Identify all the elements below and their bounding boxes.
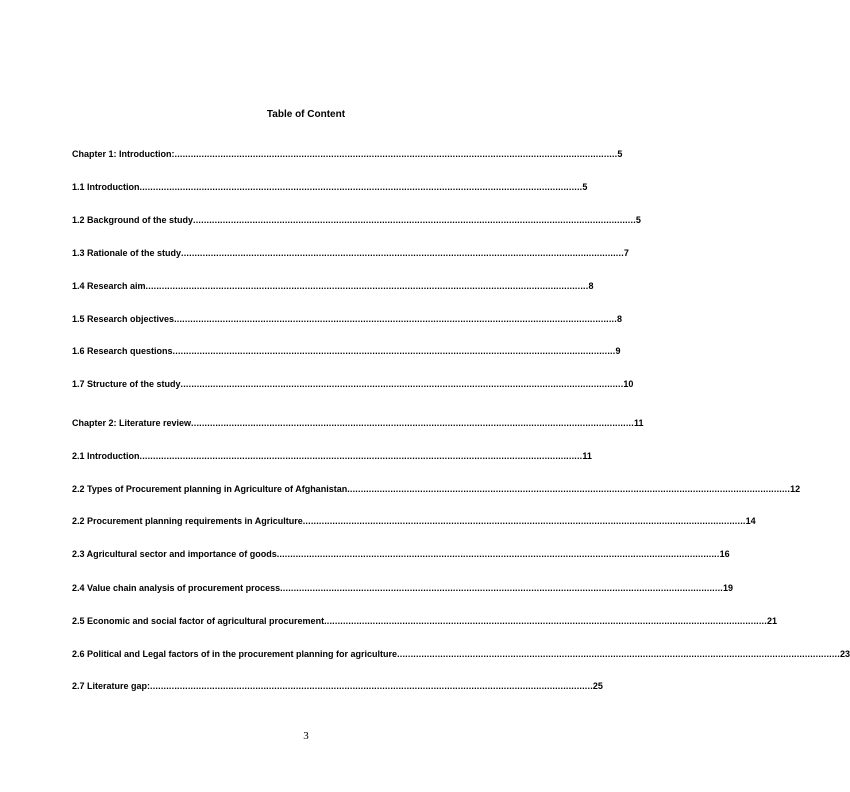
toc-entry-label: 1.5 Research objectives [72,314,175,324]
toc-leader-dots: .................................................................................................................................................................... [181,248,624,258]
toc-leader-dots: .................................................................................................................................................................... [174,149,618,159]
toc-leader-dots: .................................................................................................................................................................... [174,314,617,324]
toc-entry-page: 10 [623,379,634,389]
toc-entry[interactable] [72,484,801,495]
toc-entry-page: 11 [633,418,644,428]
toc-entry-page: 19 [722,583,733,593]
toc-entry-label: 1.7 Structure of the study [72,379,181,389]
toc-leader-dots: .................................................................................................................................................................... [139,451,583,461]
toc-entry-page: 11 [582,451,592,461]
toc-entry-page: 21 [766,616,777,626]
toc-entry[interactable] [72,314,622,325]
toc-entry-page: 9 [615,346,621,356]
toc-leader-dots: .................................................................................................................................................................... [150,681,593,691]
toc-leader-dots: .................................................................................................................................................................... [172,346,616,356]
toc-leader-dots: .................................................................................................................................................................... [347,484,791,494]
toc-leader-dots: .................................................................................................................................................................... [324,616,767,626]
toc-entry-label: 2.5 Economic and social factor of agricultural procurement [72,616,325,626]
toc-entry-label: Chapter 2: Literature review [72,418,192,428]
page-number: 3 [303,730,309,742]
toc-leader-dots: .................................................................................................................................................................... [280,583,723,593]
toc-entry-page: 14 [745,516,756,526]
toc-entry-label: 1.6 Research questions [72,346,173,356]
toc-leader-dots: .................................................................................................................................................................... [276,549,720,559]
toc-leader-dots: .................................................................................................................................................................... [180,379,624,389]
toc-entry-label: 2.1 Introduction [72,451,140,461]
toc-entry-label: 2.4 Value chain analysis of procurement process [72,583,281,593]
toc-entry-label: 2.6 Political and Legal factors of in the procurement planning for agriculture [72,649,398,659]
toc-entry-label: 2.3 Agricultural sector and importance of goods [72,549,277,559]
page-title: Table of Content [266,109,346,120]
toc-entry[interactable] [72,149,623,160]
toc-entry[interactable] [72,583,733,594]
toc-entry[interactable] [72,346,621,357]
toc-entry-page: 5 [617,149,623,159]
toc-entry[interactable] [72,649,850,660]
toc-leader-dots: .................................................................................................................................................................... [191,418,634,428]
toc-entry-label: 2.2 Procurement planning requirements in Agriculture [72,516,303,526]
toc-entry[interactable] [72,281,594,292]
toc-entry-page: 25 [592,681,603,691]
toc-leader-dots: .................................................................................................................................................................... [145,281,589,291]
toc-entry[interactable] [72,418,644,429]
toc-entry-label: 2.2 Types of Procurement planning in Agriculture of Afghanistan [72,484,348,494]
toc-entry-page: 8 [616,314,622,324]
toc-leader-dots: .................................................................................................................................................................... [302,516,746,526]
toc-entry[interactable] [72,182,588,193]
toc-entry-label: 2.7 Literature gap: [72,681,151,691]
toc-entry[interactable] [72,379,634,390]
toc-entry-page: 12 [790,484,801,494]
toc-entry[interactable] [72,681,603,692]
toc-entry-page: 23 [839,649,850,659]
toc-entry[interactable] [72,248,629,259]
toc-entry-label: Chapter 1: Introduction: [72,149,175,159]
toc-entry-page: 5 [635,215,641,225]
toc-entry-label: 1.4 Research aim [72,281,146,291]
toc-entry[interactable] [72,516,756,527]
toc-entry-page: 8 [588,281,594,291]
toc-entry-label: 1.2 Background of the study [72,215,194,225]
toc-leader-dots: .................................................................................................................................................................... [139,182,583,192]
toc-entry[interactable] [72,549,730,560]
toc-entry-page: 16 [719,549,730,559]
toc-leader-dots: .................................................................................................................................................................... [193,215,636,225]
toc-entry[interactable] [72,616,777,627]
toc-entry-label: 1.1 Introduction [72,182,140,192]
toc-entry-label: 1.3 Rationale of the study [72,248,182,258]
toc-leader-dots: .................................................................................................................................................................... [397,649,840,659]
toc-entry-page: 5 [582,182,588,192]
toc-entry-page: 7 [623,248,629,258]
toc-entry[interactable] [72,451,592,462]
toc-entry[interactable] [72,215,641,226]
